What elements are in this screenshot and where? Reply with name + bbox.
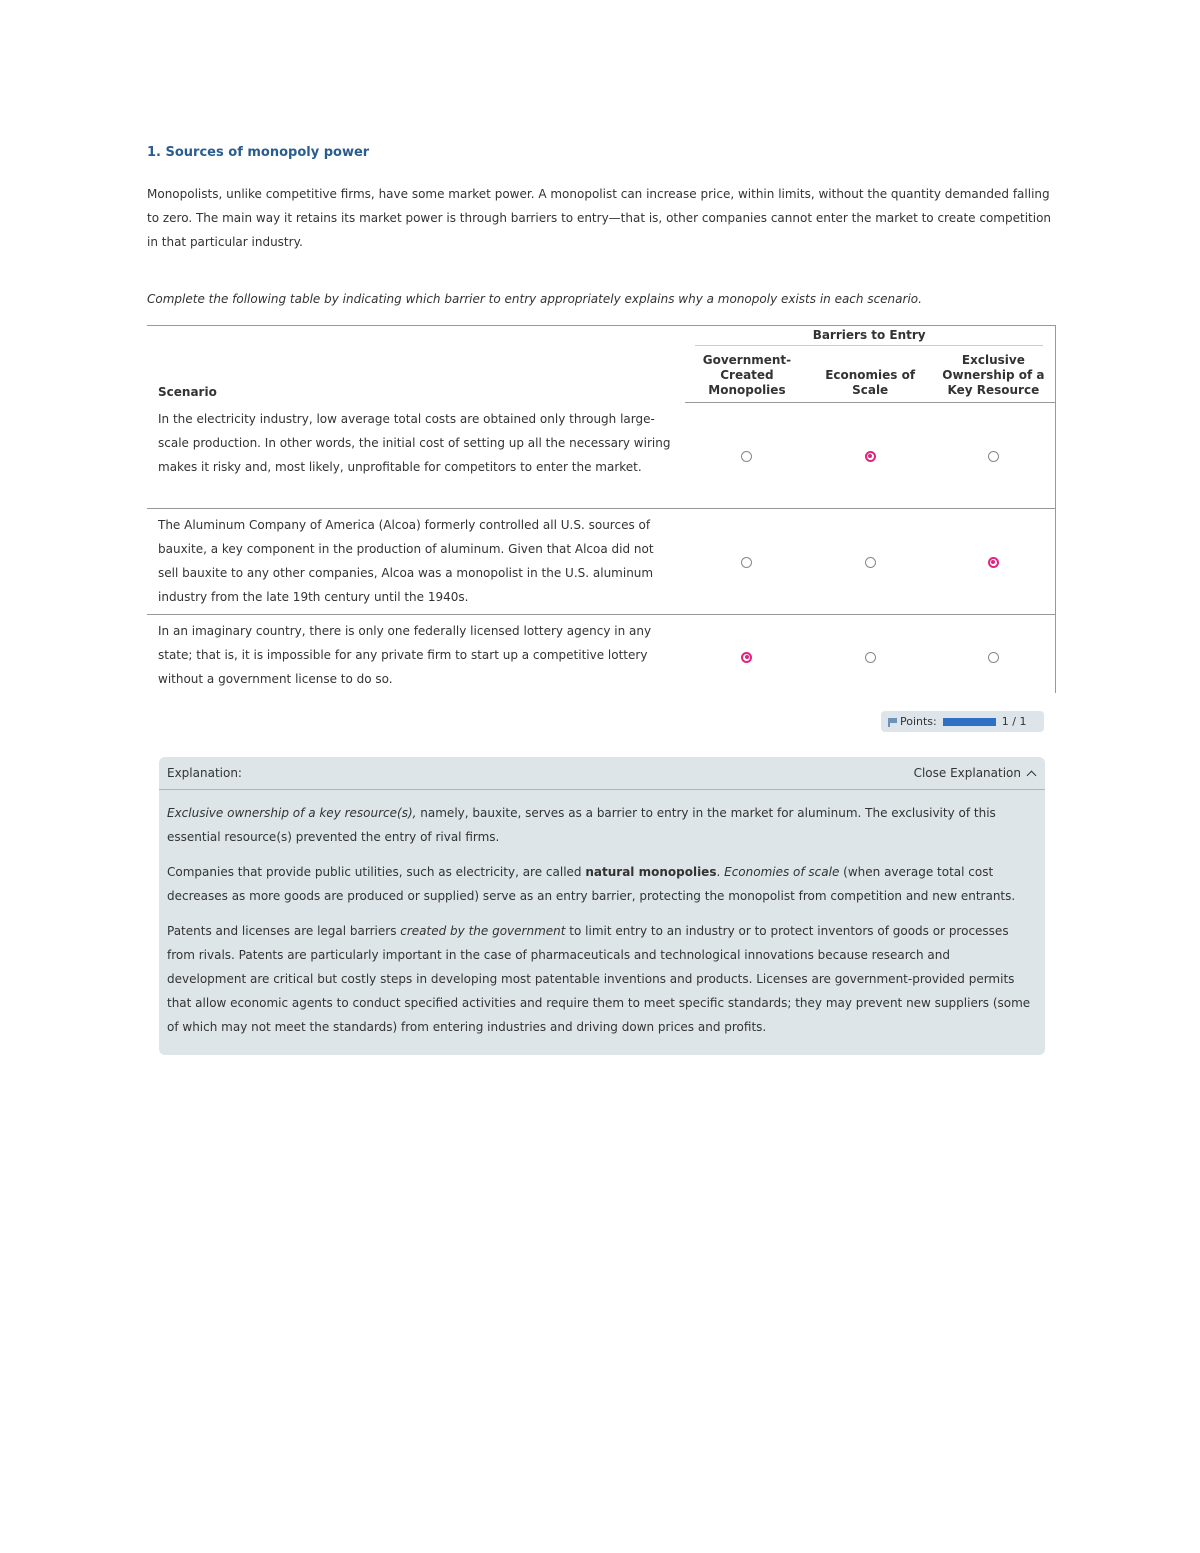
points-label: Points:: [900, 715, 937, 728]
column-header-exclusive: Exclusive Ownership of a Key Resource: [932, 346, 1055, 403]
barriers-table: [147, 325, 1056, 693]
radio-button[interactable]: [865, 557, 876, 568]
explanation-body: [159, 790, 1045, 1039]
radio-cell: [809, 509, 932, 615]
radio-button[interactable]: [865, 652, 876, 663]
close-explanation-label: Close Explanation: [913, 766, 1021, 780]
radio-button[interactable]: [741, 451, 752, 462]
scenario-text: In an imaginary country, there is only one federally licensed lottery agency in any state; that is, it is impossible for any private firm to start up a competitive lottery without a government license to do so.: [147, 615, 685, 694]
table-row: [147, 615, 1055, 694]
scenario-text: In the electricity industry, low average total costs are obtained only through large-scale production. In other words, the initial cost of setting up all the necessary wiring makes it risky and, most likely, unprofitable for competitors to enter the market.: [147, 403, 685, 509]
radio-cell: [809, 615, 932, 694]
radio-button[interactable]: [988, 652, 999, 663]
explanation-header: [159, 757, 1045, 790]
section-title: 1. Sources of monopoly power: [147, 145, 370, 160]
table-row: [147, 509, 1055, 615]
column-header-government: Government-Created Monopolies: [685, 346, 808, 403]
radio-button[interactable]: [741, 557, 752, 568]
intro-text: Monopolists, unlike competitive firms, have some market power. A monopolist can increase price, within limits, without the quantity demanded falling to zero. The main way it retains its market power is through barriers to entry—that is, other companies cannot enter the market to create competition in that particular industry.: [147, 187, 1052, 249]
instruction-text: Complete the following table by indicating which barrier to entry appropriately explains why a monopoly exists in each scenario.: [147, 292, 922, 306]
column-header-economies: Economies of Scale: [809, 346, 932, 403]
points-indicator: [881, 711, 1044, 732]
points-score: 1 / 1: [1001, 715, 1027, 728]
radio-button-selected[interactable]: [865, 451, 876, 462]
radio-cell: [932, 403, 1055, 509]
chevron-up-icon: [1027, 770, 1037, 780]
scenario-text: The Aluminum Company of America (Alcoa) formerly controlled all U.S. sources of bauxite, a key component in the production of aluminum. Given that Alcoa did not sell bauxite to any other companies, Alcoa was a monopolist in the U.S. aluminum industry from the late 19th century until the 1940s.: [147, 509, 685, 615]
close-explanation-button[interactable]: [914, 766, 1035, 780]
explanation-title: Explanation:: [167, 766, 242, 780]
flag-icon[interactable]: [887, 717, 897, 727]
barriers-group-header: Barriers to Entry: [685, 326, 1055, 347]
radio-cell: [685, 509, 808, 615]
points-progress-bar: [943, 718, 996, 726]
explanation-paragraph: Companies that provide public utilities, such as electricity, are called natural monopolies. Economies of scale (when average total cost decreases as more goods are produced or supplied) serve as an entry barrier, protecting the monopolist from competition and new entrants.: [167, 865, 1016, 903]
explanation-panel: [159, 757, 1045, 1055]
radio-cell: [932, 615, 1055, 694]
radio-button[interactable]: [988, 451, 999, 462]
radio-cell: [685, 403, 808, 509]
explanation-paragraph: Patents and licenses are legal barriers created by the government to limit entry to an industry or to protect inventors of goods or processes from rivals. Patents are particularly important in the case of pharmaceuticals and technological innovations because research and development are critical but costly steps in developing most patentable inventions and products. Licenses are government-provided permits that allow economic agents to conduct specified activities and require them to meet specific standards; they may prevent new suppliers (some of which may not meet the standards) from entering industries and driving down prices and profits.: [167, 924, 1031, 1034]
radio-cell: [809, 403, 932, 509]
table-row: [147, 403, 1055, 509]
scenario-column-header: Scenario: [147, 326, 685, 403]
radio-cell: [685, 615, 808, 694]
radio-button-selected[interactable]: [988, 557, 999, 568]
radio-button-selected[interactable]: [741, 652, 752, 663]
explanation-paragraph: Exclusive ownership of a key resource(s), namely, bauxite, serves as a barrier to entry in the market for aluminum. The exclusivity of this essential resource(s) prevented the entry of rival firms.: [167, 806, 996, 844]
radio-cell: [932, 509, 1055, 615]
